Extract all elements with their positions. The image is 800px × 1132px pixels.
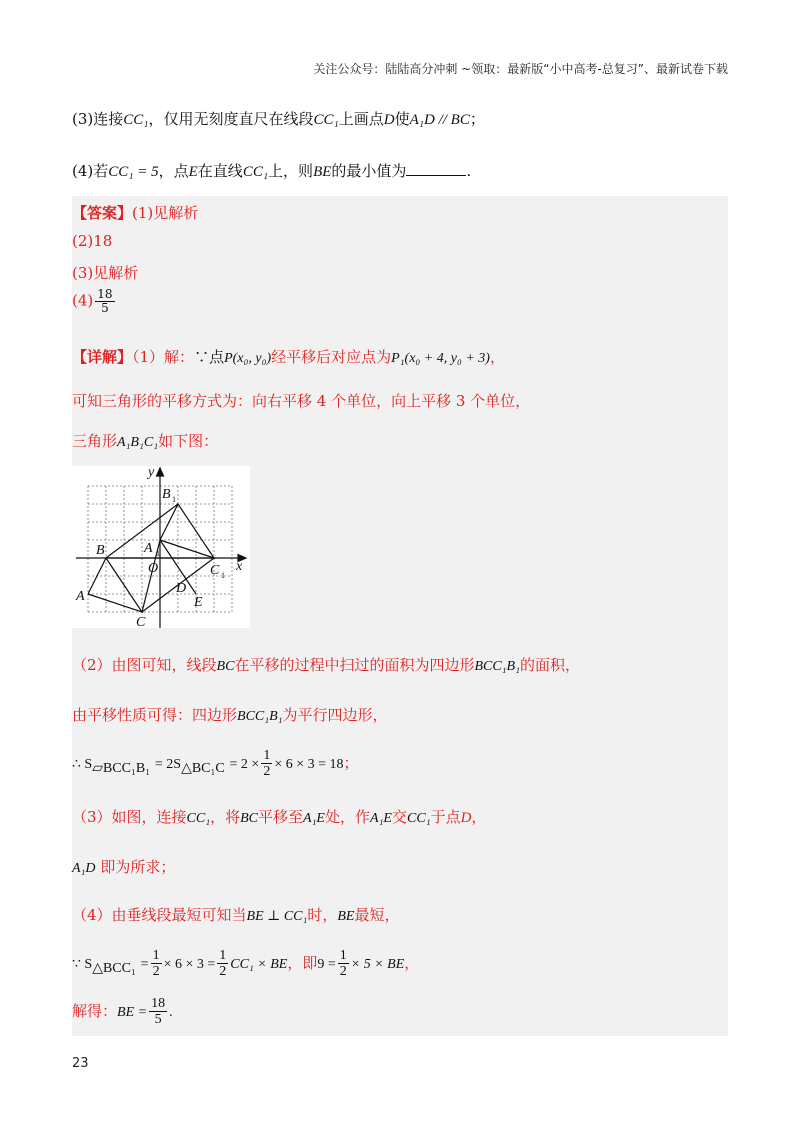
coordinate-figure	[72, 466, 250, 628]
detail-line-5: 由平移性质可得：四边形BCC₁B₁为平行四边形，	[72, 706, 388, 724]
question-4: (4)若CC₁ = 5，点E在直线CC₁上，则BE的最小值为 .	[72, 162, 472, 180]
page-number: 23	[72, 1056, 89, 1071]
detail-line-9: 解得：BE = $\frac{18}{5}$ .	[72, 996, 173, 1028]
detail-line-3: 三角形A₁B₁C₁如下图：	[72, 432, 219, 450]
detail-formula-1: ∴ S▱BCC₁B₁ = 2S△BC₁C = 2 × $\frac{1}{2}$ × 6 × 3 = 18；	[72, 748, 359, 780]
detail-line-8: （4）由垂线段最短可知当BE ⊥ CC₁时，BE最短，	[72, 906, 400, 924]
detail-line-7: A₁D 即为所求；	[72, 858, 176, 876]
label-x: x	[236, 559, 243, 574]
answer-line-4: (4) $\frac{18}{5}$	[72, 287, 113, 316]
detail-line-6: （3）如图，连接CC₁，将BC平移至A₁E处，作A₁E交CC₁于点D，	[72, 808, 487, 826]
label-b1-sub: 1	[172, 495, 176, 504]
page-header: 关注公众号：陆陆高分冲刺 ~领取：最新版“小中高考-总复习”、最新试卷下载	[313, 62, 728, 76]
label-c1-sub: 1	[221, 571, 225, 580]
label-a1: A	[144, 541, 153, 556]
label-a1-sub: 1	[156, 549, 160, 558]
question-3: (3)连接CC₁，仅用无刻度直尺在线段CC₁上画点D使A₁D // BC；	[72, 110, 485, 128]
label-a: A	[76, 589, 85, 604]
answer-line-3: (3)见解析	[72, 264, 139, 282]
label-e: E	[194, 595, 203, 610]
answer-blank	[406, 175, 466, 176]
label-y: y	[148, 466, 155, 480]
detail-line-2: 可知三角形的平移方式为：向右平移 4 个单位，向上平移 3 个单位，	[72, 392, 531, 410]
detail-formula-2: ∵ S△BCC₁ = $\frac{1}{2}$ × 6 × 3 = $\frac{1}{2}$ CC₁ × BE，即9 = $\frac{1}{2}$ × 5 × BE，	[72, 948, 420, 980]
coordinate-plane	[72, 466, 250, 628]
label-b: B	[96, 543, 105, 558]
detail-line-4: （2）由图可知，线段BC在平移的过程中扫过的面积为四边形BCC₁B₁的面积，	[72, 656, 580, 674]
answer-fraction: $\frac{18}{5}$	[97, 287, 113, 316]
answer-line-2: (2)18	[72, 232, 113, 250]
detail-line-1: 【详解】（1）解：∵点P(x₀, y₀)经平移后对应点为P₁(x₀ + 4, y₀ + 3)，	[72, 348, 505, 366]
answer-line-1: 【答案】(1)见解析	[72, 204, 199, 222]
label-c1: C	[210, 563, 220, 578]
figure-labels	[75, 466, 243, 628]
label-o: O	[148, 561, 159, 576]
label-c: C	[136, 615, 146, 628]
label-b1: B	[162, 487, 171, 502]
label-d: D	[176, 581, 187, 596]
